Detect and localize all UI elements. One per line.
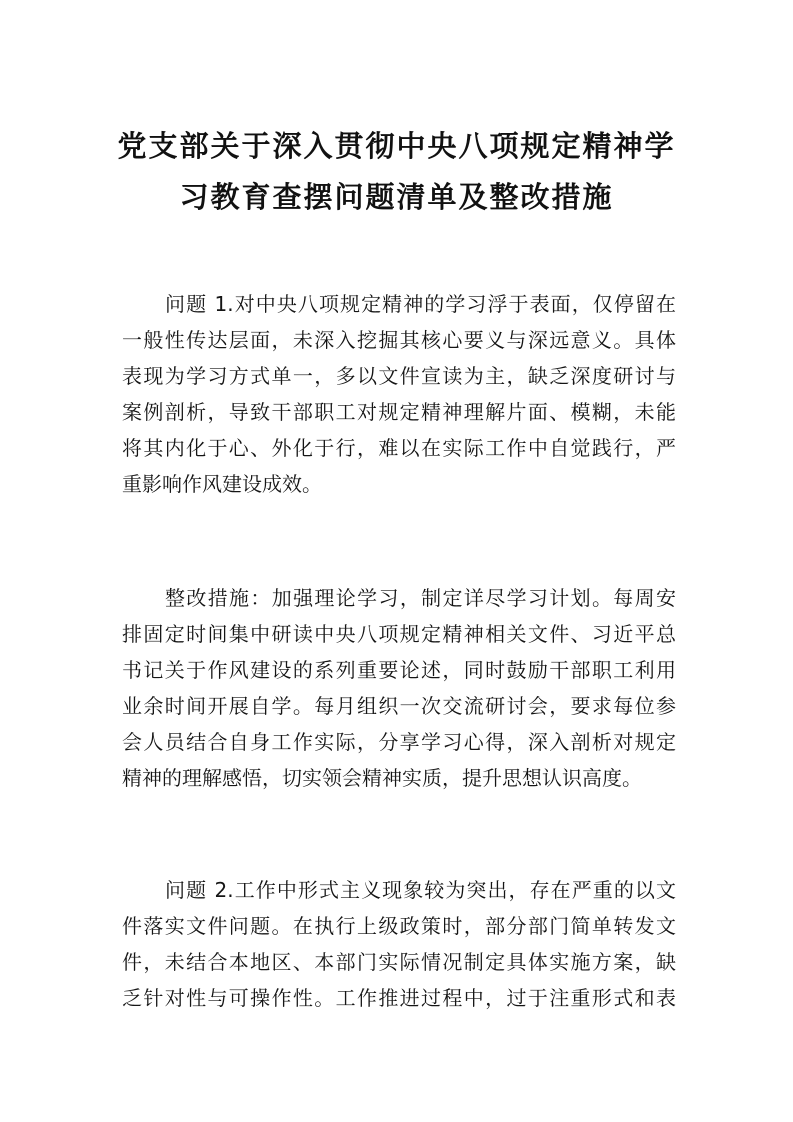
paragraph-line: 书记关于作风建设的系列重要论述，同时鼓励干部职工利用 (122, 658, 676, 682)
paragraph-line: 精神的理解感悟，切实领会精神实质，提升思想认识高度。 (122, 766, 642, 790)
document-title-line-2: 习教育查摆问题清单及整改措施 (179, 180, 614, 214)
paragraph-line: 问题 1.对中央八项规定精神的学习浮于表面，仅停留在 (165, 292, 676, 316)
document-title-line-1: 党支部关于深入贯彻中央八项规定精神学 (117, 129, 676, 163)
paragraph-problem-2 (122, 872, 676, 1016)
paragraph-line: 业余时间开展自学。每月组织一次交流研讨会，要求每位参 (122, 694, 676, 718)
paragraph-line: 会人员结合自身工作实际，分享学习心得，深入剖析对规定 (122, 730, 676, 754)
paragraph-problem-1 (122, 286, 676, 502)
paragraph-line: 一般性传达层面，未深入挖掘其核心要义与深远意义。具体 (122, 328, 676, 352)
paragraph-line: 排固定时间集中研读中央八项规定精神相关文件、习近平总 (122, 622, 676, 646)
paragraph-line: 乏针对性与可操作性。工作推进过程中，过于注重形式和表 (122, 986, 676, 1010)
paragraph-line: 表现为学习方式单一，多以文件宣读为主，缺乏深度研讨与 (122, 364, 676, 388)
paragraph-line: 案例剖析，导致干部职工对规定精神理解片面、模糊，未能 (122, 400, 676, 424)
paragraph-rectification-measures (122, 580, 676, 796)
paragraph-line: 件落实文件问题。在执行上级政策时，部分部门简单转发文 (122, 914, 676, 938)
paragraph-line: 问题 2.工作中形式主义现象较为突出，存在严重的以文 (165, 878, 676, 902)
paragraph-line: 将其内化于心、外化于行，难以在实际工作中自觉践行，严 (122, 436, 676, 460)
paragraph-line: 件，未结合本地区、本部门实际情况制定具体实施方案，缺 (122, 950, 676, 974)
paragraph-line: 重影响作风建设成效。 (122, 472, 322, 496)
paragraph-line: 整改措施：加强理论学习，制定详尽学习计划。每周安 (165, 586, 676, 610)
